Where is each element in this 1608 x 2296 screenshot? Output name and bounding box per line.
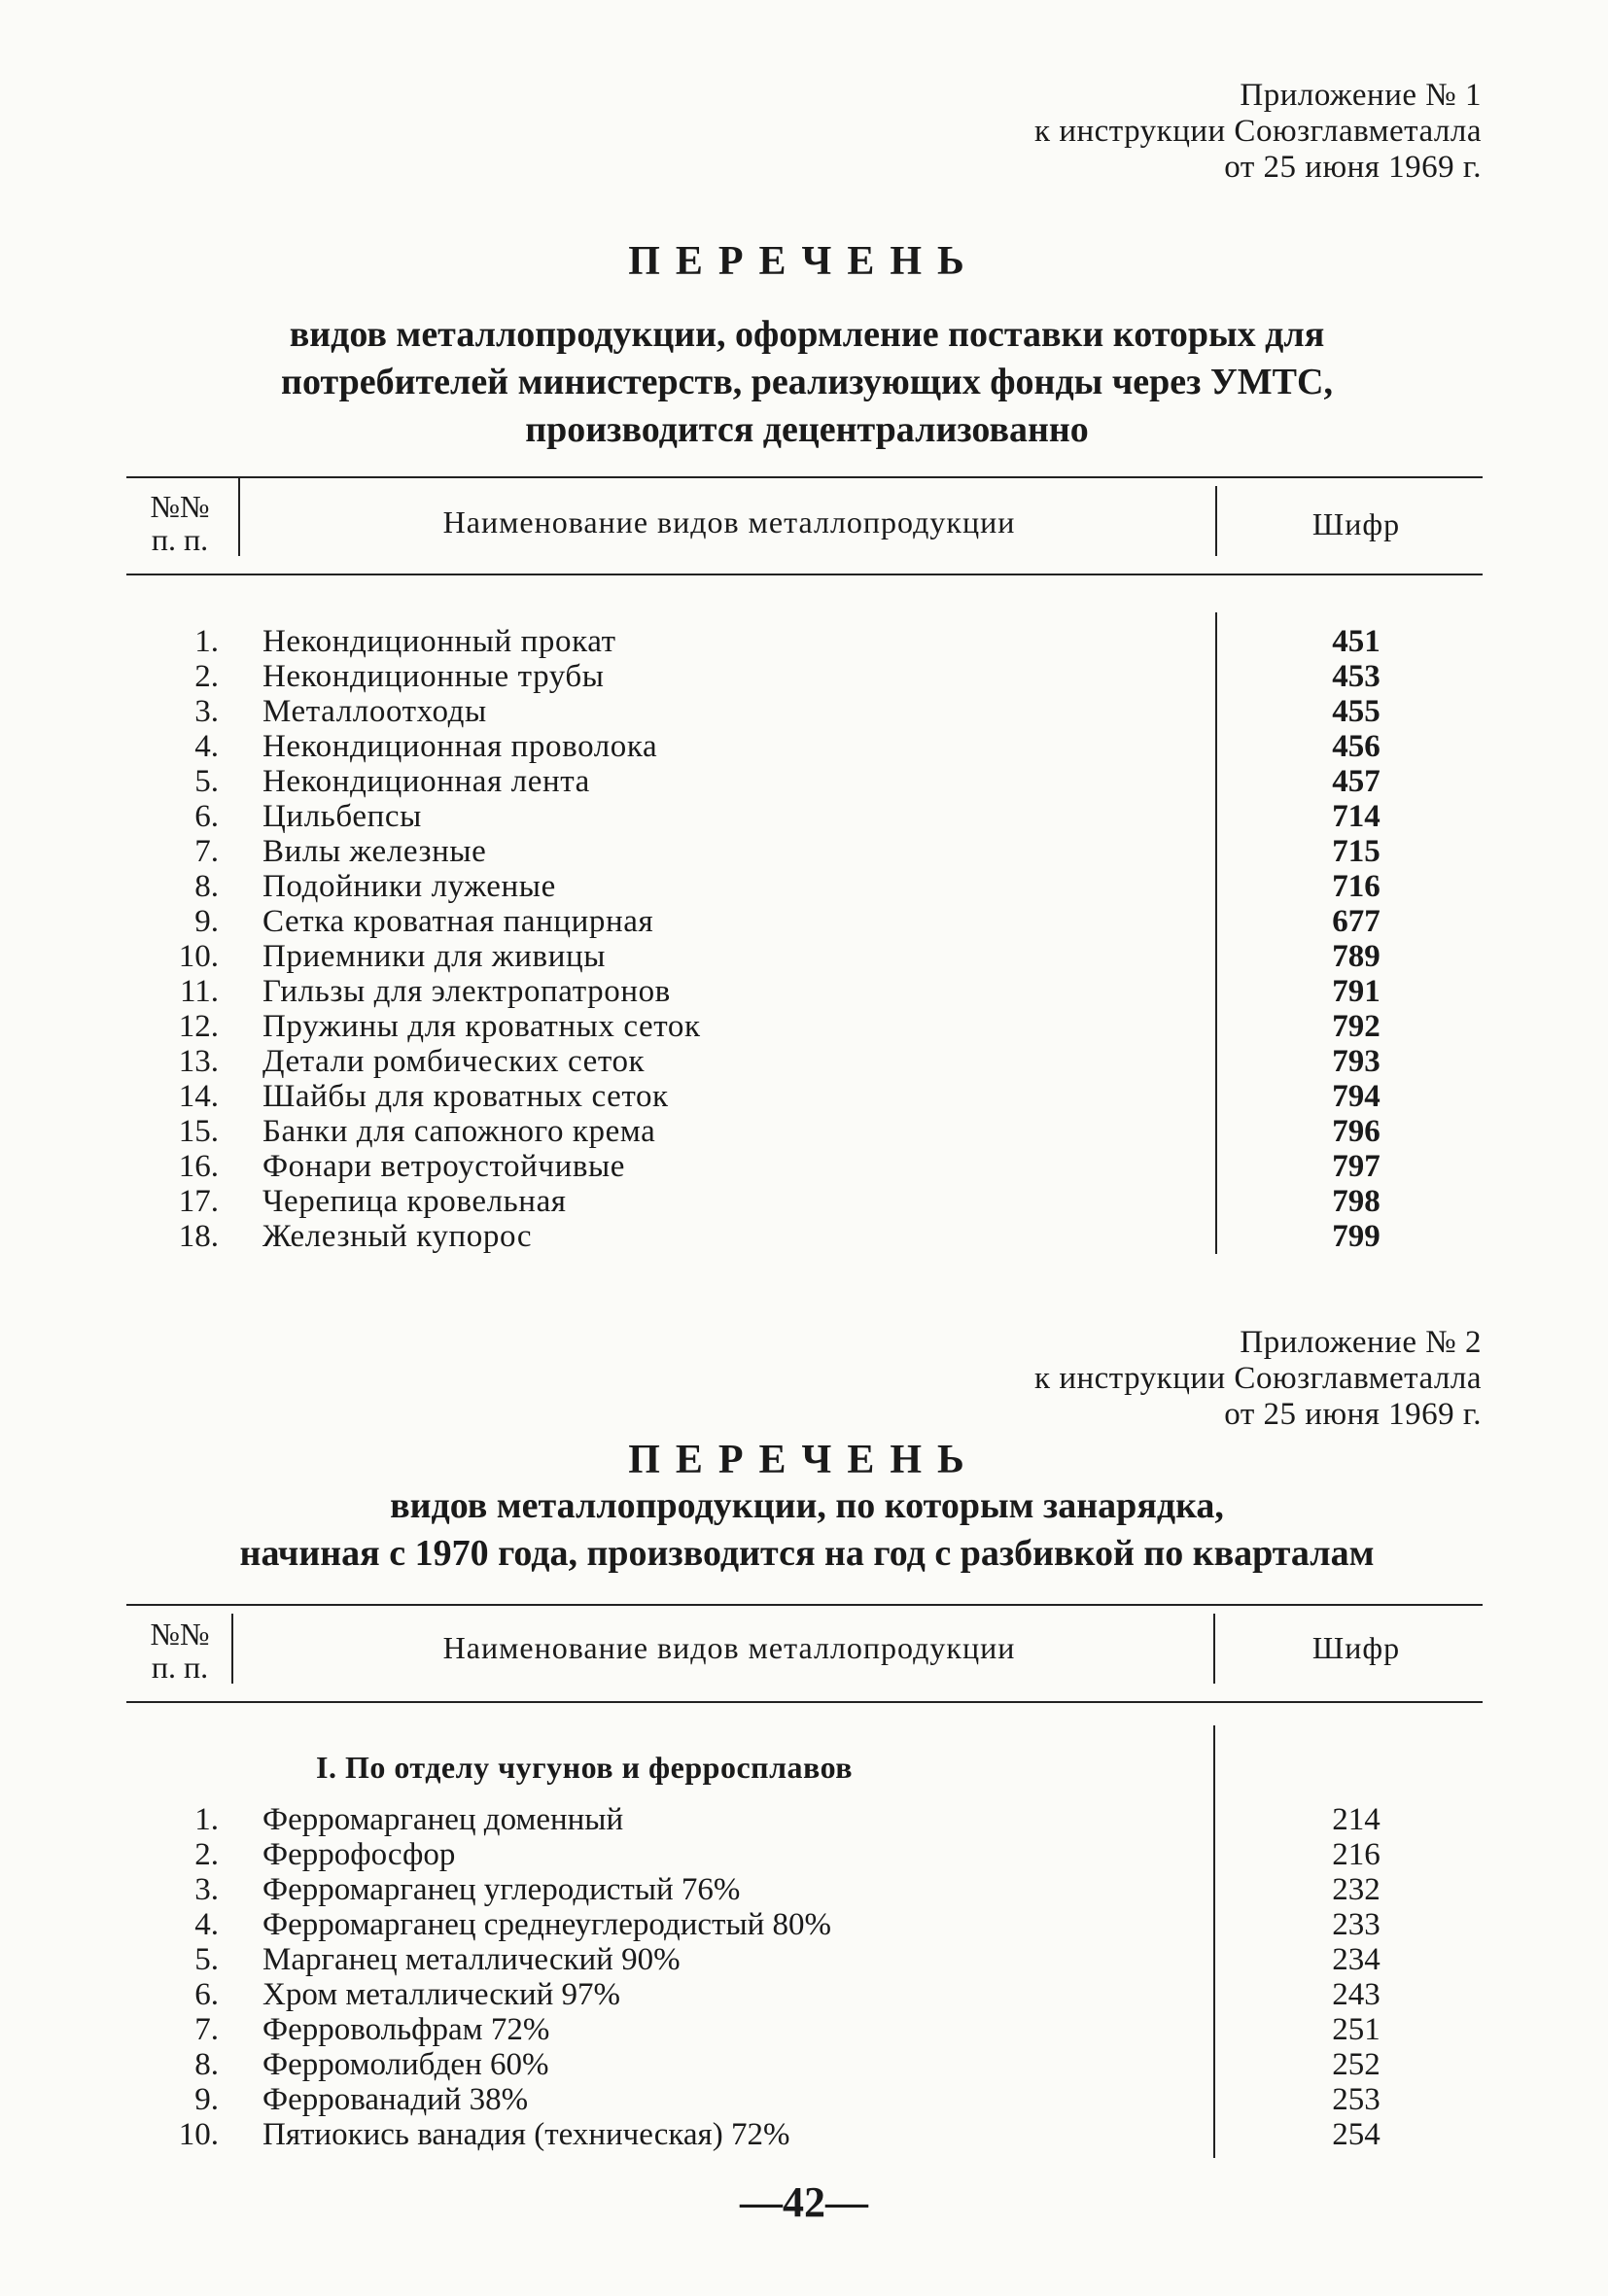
row-code: 252 [1332, 2047, 1381, 2082]
row-name: Некондиционная лента [262, 764, 590, 799]
row-code: 253 [1332, 2082, 1381, 2117]
list-2-title: ПЕРЕЧЕНЬ [628, 1438, 980, 1482]
row-name: Некондиционная проволока [262, 729, 658, 764]
row-code: 793 [1332, 1044, 1381, 1079]
page-number: —42— [740, 2178, 868, 2226]
table-row [126, 2047, 1483, 2082]
row-num: 8. [194, 2047, 219, 2082]
row-num: 17. [178, 1184, 219, 1219]
row-code: 232 [1332, 1872, 1381, 1907]
row-num: 2. [194, 1837, 219, 1872]
row-name: Банки для сапожного крема [262, 1114, 656, 1149]
row-code: 455 [1332, 694, 1381, 729]
row-code: 798 [1332, 1184, 1381, 1219]
appendix-2-line1: Приложение № 2 [1240, 1325, 1482, 1360]
table-row [126, 764, 1483, 799]
table-row [126, 1219, 1483, 1254]
row-code: 792 [1332, 1009, 1381, 1044]
row-num: 4. [194, 729, 219, 764]
appendix-2-line3: от 25 июня 1969 г. [1224, 1397, 1482, 1432]
row-num: 9. [194, 2082, 219, 2117]
header-number-line2: п. п. [151, 1650, 209, 1685]
list-2-subtitle-line2: начиная с 1970 года, производится на год с разбивкой по кварталам [239, 1533, 1375, 1574]
table-divider [238, 476, 240, 556]
row-name: Ферромарганец доменный [262, 1802, 624, 1837]
table-top-rule [126, 476, 1483, 478]
row-name: Хром металлический 97% [262, 1977, 621, 2012]
row-code: 677 [1332, 904, 1381, 939]
row-num: 16. [178, 1149, 219, 1184]
header-code: Шифр [1311, 506, 1401, 541]
row-num: 12. [178, 1009, 219, 1044]
list-2-rows [126, 1802, 1483, 2152]
list-1-subtitle-line1: видов металлопродукции, оформление поставки которых для [289, 314, 1325, 355]
table-divider [1215, 486, 1217, 556]
table-header-rule [126, 574, 1483, 575]
row-num: 6. [194, 799, 219, 834]
row-code: 457 [1332, 764, 1381, 799]
row-name: Ферромарганец углеродистый 76% [262, 1872, 741, 1907]
row-num: 15. [178, 1114, 219, 1149]
table-row [126, 1872, 1483, 1907]
row-num: 3. [194, 1872, 219, 1907]
table-row [126, 869, 1483, 904]
row-name: Черепица кровельная [262, 1184, 567, 1219]
row-name: Ферровольфрам 72% [262, 2012, 550, 2047]
row-num: 9. [194, 904, 219, 939]
header-number-line1: №№ [150, 1617, 210, 1652]
header-number-line1: №№ [150, 489, 210, 524]
table-row [126, 729, 1483, 764]
row-num: 2. [194, 659, 219, 694]
header-number [126, 490, 233, 556]
row-name: Некондиционный прокат [262, 624, 616, 659]
row-num: 5. [194, 1942, 219, 1977]
table-row [126, 1009, 1483, 1044]
row-name: Некондиционные трубы [262, 659, 605, 694]
row-name: Вилы железные [262, 834, 487, 869]
row-num: 3. [194, 694, 219, 729]
row-num: 10. [178, 2117, 219, 2152]
table-row [126, 1907, 1483, 1942]
row-code: 456 [1332, 729, 1381, 764]
row-code: 214 [1332, 1802, 1381, 1837]
row-num: 13. [178, 1044, 219, 1079]
row-name: Феррованадий 38% [262, 2082, 529, 2117]
row-name: Подойники луженые [262, 869, 556, 904]
row-code: 797 [1332, 1149, 1381, 1184]
table-row [126, 2012, 1483, 2047]
row-num: 6. [194, 1977, 219, 2012]
appendix-1-line3: от 25 июня 1969 г. [1224, 150, 1482, 185]
row-code: 216 [1332, 1837, 1381, 1872]
appendix-2-line2: к инструкции Союзглавметалла [1034, 1361, 1482, 1396]
table-row [126, 904, 1483, 939]
table-row [126, 1149, 1483, 1184]
row-code: 799 [1332, 1219, 1381, 1254]
table-row [126, 1837, 1483, 1872]
row-name: Шайбы для кроватных сеток [262, 1079, 669, 1114]
row-num: 11. [179, 974, 219, 1009]
header-number-line2: п. п. [151, 522, 209, 557]
header-code: Шифр [1311, 1630, 1401, 1665]
appendix-1-line2: к инструкции Союзглавметалла [1034, 114, 1482, 149]
row-code: 251 [1332, 2012, 1381, 2047]
table-row [126, 1114, 1483, 1149]
row-code: 243 [1332, 1977, 1381, 2012]
row-name: Пятиокись ванадия (техническая) 72% [262, 2117, 790, 2152]
table-header-rule [126, 1701, 1483, 1703]
row-num: 10. [178, 939, 219, 974]
row-num: 1. [194, 1802, 219, 1837]
table-row [126, 694, 1483, 729]
row-num: 18. [178, 1219, 219, 1254]
table-row [126, 659, 1483, 694]
table-row [126, 939, 1483, 974]
row-name: Сетка кроватная панцирная [262, 904, 654, 939]
section-title: I. По отделу чугунов и ферросплавов [316, 1750, 854, 1785]
row-name: Ферромарганец среднеуглеродистый 80% [262, 1907, 832, 1942]
header-name: Наименование видов металлопродукции [442, 504, 1016, 539]
row-name: Ферромолибден 60% [262, 2047, 549, 2082]
row-code: 234 [1332, 1942, 1381, 1977]
table-row [126, 834, 1483, 869]
row-num: 14. [178, 1079, 219, 1114]
row-name: Фонари ветроустойчивые [262, 1149, 626, 1184]
row-code: 233 [1332, 1907, 1381, 1942]
appendix-1-note [1034, 78, 1482, 186]
table-row [126, 1184, 1483, 1219]
table-top-rule [126, 1604, 1483, 1606]
row-name: Приемники для живицы [262, 939, 607, 974]
row-num: 8. [194, 869, 219, 904]
row-name: Железный купорос [262, 1219, 533, 1254]
row-num: 7. [194, 834, 219, 869]
header-number [126, 1618, 233, 1684]
list-1-subtitle [126, 311, 1487, 454]
table-row [126, 1044, 1483, 1079]
row-code: 453 [1332, 659, 1381, 694]
table-row [126, 1079, 1483, 1114]
row-name: Феррофосфор [262, 1837, 456, 1872]
row-name: Металлоотходы [262, 694, 487, 729]
row-code: 789 [1332, 939, 1381, 974]
row-code: 714 [1332, 799, 1381, 834]
list-2-subtitle-line1: видов металлопродукции, по которым занарядка, [390, 1485, 1224, 1526]
row-name: Цильбепсы [262, 799, 422, 834]
row-num: 1. [194, 624, 219, 659]
table-row [126, 1802, 1483, 1837]
row-name: Детали ромбических сеток [262, 1044, 646, 1079]
row-num: 4. [194, 1907, 219, 1942]
appendix-2-note [1034, 1325, 1482, 1433]
table-row [126, 2117, 1483, 2152]
row-code: 794 [1332, 1079, 1381, 1114]
table-row [126, 1977, 1483, 2012]
row-num: 7. [194, 2012, 219, 2047]
row-name: Гильзы для электропатронов [262, 974, 671, 1009]
row-code: 451 [1332, 624, 1381, 659]
table-row [126, 2082, 1483, 2117]
appendix-1-line1: Приложение № 1 [1240, 78, 1482, 113]
list-2-subtitle [126, 1482, 1487, 1578]
table-row [126, 624, 1483, 659]
list-1-subtitle-line2: потребителей министерств, реализующих фонды через УМТС, [281, 362, 1333, 402]
row-num: 5. [194, 764, 219, 799]
list-1-rows [126, 624, 1483, 1254]
row-code: 254 [1332, 2117, 1381, 2152]
row-name: Пружины для кроватных сеток [262, 1009, 701, 1044]
list-1-title: ПЕРЕЧЕНЬ [628, 239, 980, 284]
row-name: Марганец металлический 90% [262, 1942, 681, 1977]
row-code: 715 [1332, 834, 1381, 869]
table-row [126, 799, 1483, 834]
row-code: 796 [1332, 1114, 1381, 1149]
list-1-subtitle-line3: производится децентрализованно [525, 409, 1089, 450]
table-row [126, 1942, 1483, 1977]
header-name: Наименование видов металлопродукции [442, 1630, 1016, 1665]
row-code: 791 [1332, 974, 1381, 1009]
table-row [126, 974, 1483, 1009]
row-code: 716 [1332, 869, 1381, 904]
